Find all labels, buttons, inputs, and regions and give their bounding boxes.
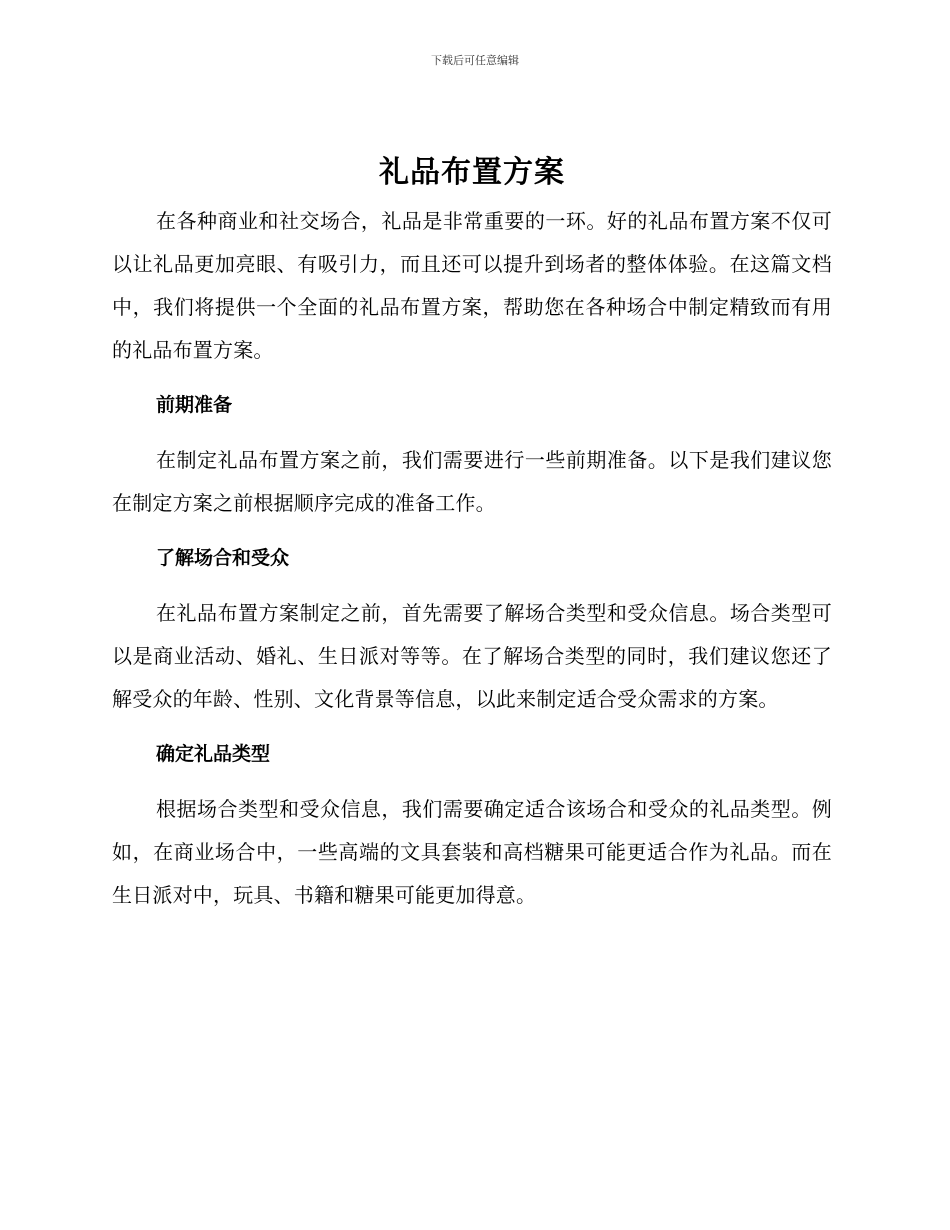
section-paragraph-preparation: 在制定礼品布置方案之前，我们需要进行一些前期准备。以下是我们建议您在制定方案之前根据顺序完成的准备工作。 [112,448,832,515]
header-note: 下载后可任意编辑 [431,54,519,67]
section-paragraph-gift-type: 根据场合类型和受众信息，我们需要确定适合该场合和受众的礼品类型。例如，在商业场合中，一些高端的文具套装和高档糖果可能更适合作为礼品。而在生日派对中，玩具、书籍和糖果可能更加得意。 [112,797,832,907]
document-title: 礼品布置方案 [379,155,565,190]
intro-paragraph: 在各种商业和社交场合，礼品是非常重要的一环。好的礼品布置方案不仅可以让礼品更加亮眼、有吸引力，而且还可以提升到场者的整体体验。在这篇文档中，我们将提供一个全面的礼品布置方案，帮助您在各种场合中制定精致而有用的礼品布置方案。 [112,209,832,362]
section-heading-preparation: 前期准备 [156,394,233,416]
document-body [112,150,832,929]
section-heading-gift-type: 确定礼品类型 [156,743,271,765]
section-paragraph-audience: 在礼品布置方案制定之前，首先需要了解场合类型和受众信息。场合类型可以是商业活动、婚礼、生日派对等等。在了解场合类型的同时，我们建议您还了解受众的年龄、性别、文化背景等信息，以此来制定适合受众需求的方案。 [112,601,832,711]
section-heading-audience: 了解场合和受众 [156,547,290,569]
